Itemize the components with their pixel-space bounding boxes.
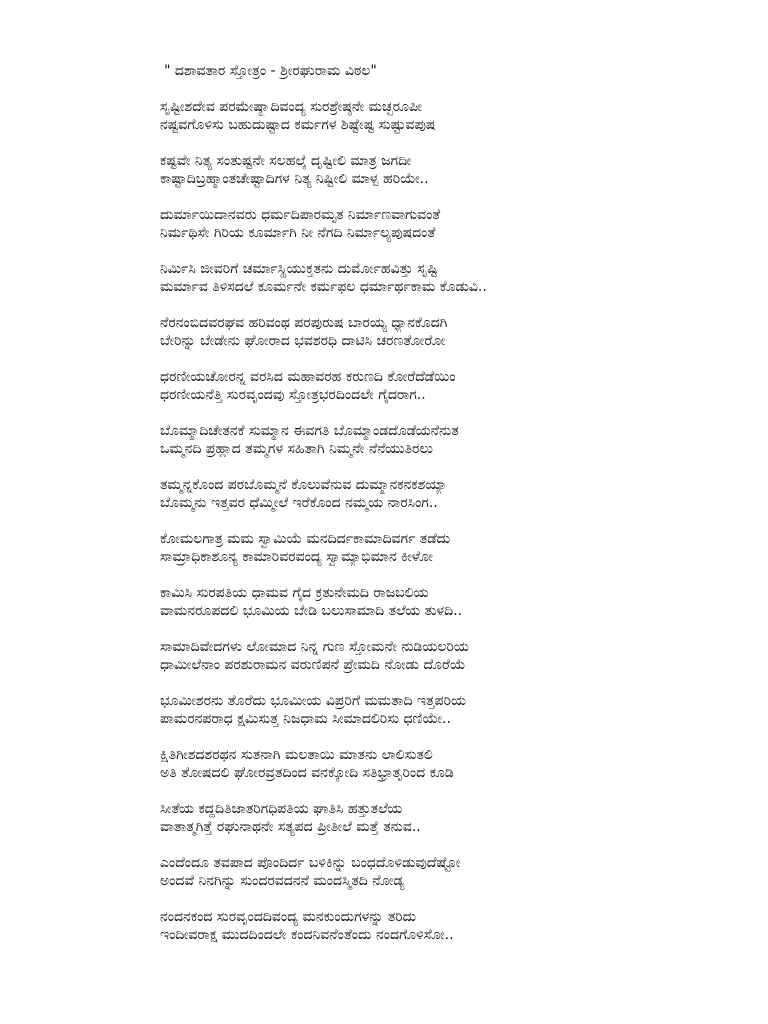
stanza: [160, 908, 600, 944]
stotra-text: [160, 62, 600, 962]
stanza: [160, 314, 600, 350]
stanza-line: ಕೋಮಲಗಾತ್ರ ಮಮ ಸ್ವಾಮಿಯೆ ಮನದಿರ್ದಕಾಮಾದಿವರ್ಗ ತಡೆದು: [160, 531, 451, 547]
stanza: [160, 152, 600, 188]
stanza: [160, 206, 600, 242]
stanza-line: ಒಮ್ಮನದಿ ಪ್ರಹ್ಲಾದ ತಮ್ಮಗಳ ಸಹಿತಾಗಿ ನಿಮ್ಮನೇ ನೆನೆಯುತಿರಲು: [160, 441, 433, 457]
stanza-line: ಬೊಮ್ಮನು ಇತ್ತವರ ಧೆಮ್ಮೀಲೆ ಇರೆಕೊಂದ ನಮ್ಮಯ ನಾರಸಿಂಗ..: [160, 495, 438, 511]
stanza-line: ವಾತಾತ್ಮಗಿತ್ತೆ ರಘುನಾಥನೇ ಸತ್ಯಪದ ಪ್ರೀತೀಲೆ ಮತ್ತೆ ತನುವ..: [160, 819, 421, 835]
stanza: [160, 692, 600, 728]
stanza: [160, 98, 600, 134]
stanza: [160, 746, 600, 782]
stanza-line: ಬೇರಿನ್ನು ಬೇಡೇನು ಘೋರಾದ ಭವಶರಧಿ ದಾಟಿಸಿ ಚರಣತೋರೋ: [160, 333, 446, 349]
stanza-line: ಪಾಮರನಪರಾಧ ಕ್ಷಮಿಸುತ್ತ ನಿಜಧಾಮ ಸೀಮಾದಲಿರಿಸು ಧಣಿಯೇ..: [160, 711, 451, 727]
stanza-line: ಸಾಮಾದಿವೇದಗಳು ಲೋಮಾದ ನಿನ್ನ ಗುಣ ಸ್ತೋಮನೇ ನುಡಿಯಲರಿಯ: [160, 639, 469, 655]
stanza-line: ಕಾಮಿಸಿ ಸುರಪತಿಯ ಧಾಮವ ಗೈದ ಕ್ರತುನೇಮದಿ ರಾಜಬಲಿಯ: [160, 585, 429, 601]
stanza: [160, 854, 600, 890]
stanza-line: ಇಂದೀವರಾಕ್ಷ ಮುದದಿಂದಲೇ ಕಂದನಿವನೆಂತೆಂದು ನಂದಗೊಳಿಸೋ..: [160, 927, 454, 943]
stanza-line: ಕಷ್ಟವೇ ನಿತ್ಯ ಸಂತುಷ್ಟನೇ ಸಲಹಲ್ಕೆ ದೃಷ್ಟೀಲಿ ಮಾತ್ರ ಜಗದೀ: [160, 153, 412, 169]
stanza: [160, 476, 600, 512]
stanza: [160, 530, 600, 566]
stanza-line: ನೆರನಂಬಿದವರಘವ ಹರಿವಂಥ ಪರಪುರುಷ ಬಾರಯ್ಯ ಧ್ಯಾನಕೊದಗಿ: [160, 315, 448, 331]
stanza-line: ನಿರ್ಮಥಿಸೇ ಗಿರಿಯ ಕೂರ್ಮಾಗಿ ನೀ ನೆಗದಿ ನಿರ್ಮಾಲ್ಯಪುಷದಂತೆ: [160, 225, 436, 241]
stanza: [160, 638, 600, 674]
stanza-line: ಧರಣೀಯಚೋರನ್ನ ವರಸಿದ ಮಹಾವರಹ ಕರುಣದಿ ಕೋರೆದೆಡೆಯಿಂ: [160, 369, 456, 385]
stanza-line: ಕಾಷ್ಟಾದಿಬ್ರಹ್ಮಾಂತಚೇಷ್ಟಾದಿಗಳ ನಿತ್ಯ ನಿಷ್ಟೀಲಿ ಮಾಳ್ಪ ಹರಿಯೇ..: [160, 171, 429, 187]
stanza-line: ನಿರ್ಮಿಸಿ ಜೀವರಿಗೆ ಚರ್ಮಾಸ್ಥಿಯುಕ್ತತನು ದುರ್ಮೋಹವಿತ್ತು ಸೃಷ್ಟಿ: [160, 261, 438, 277]
stanza-line: ಕ್ಷಿತಿಗೀಶದಶರಥನ ಸುತನಾಗಿ ಮಲತಾಯಿ ಮಾತನು ಲಾಲಿಸುತಲಿ: [160, 747, 433, 763]
stanza-line: ಎಂದೆಂದೂ ತವಪಾದ ಪೊಂದಿರ್ದ ಬಳಿಕಿನ್ನು ಬಂಧದೊಳಿಡುವುದೆಷ್ಟೋ: [160, 855, 461, 871]
stanza-line: ಬೊಮ್ಮಾದಿಚೇತನಕೆ ಸುಮ್ಮಾನ ಈವಗತಿ ಬೊಮ್ಮಾಂಡದೊಡೆಯನೆನುತ: [160, 423, 459, 439]
stanza-line: ಧಾಮೀಲೆನಾಂ ಪರಶುರಾಮನ ವರುಣಿಪನೆ ಪ್ರೇಮದಿ ನೋಡು ದೊರೆಯೆ: [160, 657, 466, 673]
stanza-line: ದುರ್ಮಾಯಿದಾನವರು ಧರ್ಮದಿಪಾರಮೃತ ನಿರ್ಮಾಣವಾಗುವಂತೆ: [160, 207, 441, 223]
stanza-line: ವಾಮನರೂಪದಲಿ ಭೂಮಿಯ ಬೇಡಿ ಬಲುಸಾಮಾದಿ ತಲೆಯ ತುಳದಿ..: [160, 603, 463, 619]
stanza-line: ತಮ್ಮನ್ನಕೊಂದ ಪರಬೊಮ್ಮನೆ ಕೊಲುವೆನುವ ದುಮ್ಮಾನಕನಕಶಯ್ಯಾ: [160, 477, 448, 493]
stanza-line: ಅತಿ ತೋಷದಲಿ ಘೋರವ್ರತದಿಂದ ವನಕ್ಕೋದಿ ಸತಿಭ್ರಾತೃರಿಂದ ಕೂಡಿ: [160, 765, 454, 781]
stanza: [160, 368, 600, 404]
stanza-line: ಅಂದವೆ ನಿನಗಿನ್ನು ಸುಂದರವದನನೆ ಮಂದಸ್ಮಿತದಿ ನೋಡ್ಯ: [160, 873, 405, 889]
stanza: [160, 800, 600, 836]
stanza: [160, 260, 600, 296]
stanza-line: ಮರ್ಮಾವ ತಿಳಿಸದಲೆ ಕೂರ್ಮನೇ ಕರ್ಮಫಲ ಧರ್ಮಾರ್ಥಕಾಮ ಕೊಡುವಿ..: [160, 279, 487, 295]
stanza-line: ಸಾಮ್ರಾಧಿಕಾಶೂನ್ಯ ಕಾಮಾರಿವರವಂದ್ಯ ಸ್ವಾಮ್ಯಾಭಿಮಾನ ಕೀಳೋ: [160, 549, 433, 565]
stanza-line: ಸೀತೆಯ ಕದ್ದದಿತಿಜಾತರಿಗಧಿಪತಿಯ ಘಾತಿಸಿ ಹತ್ತುತಲೆಯ: [160, 801, 403, 817]
stanza: [160, 422, 600, 458]
page-title: " ದಶಾವತಾರ ಸ್ತೋತ್ರಂ - ಶ್ರೀರಘುರಾಮ ವಿಠಲ": [164, 63, 377, 79]
stanza-line: ಸೃಷ್ಟೀಶದೇವ ಪರಮೇಷ್ಠ್ಯಾದಿವಂದ್ಯ ಸುರಶ್ರೇಷ್ಠನೇ ಮಚ್ಛರೂಪೀ: [160, 99, 422, 115]
stanza-line: ನಂದನಕಂದ ಸುರವೃಂದದಿವಂದ್ಯ ಮನಕುಂದುಗಳನ್ನು ತರಿದು: [160, 909, 417, 925]
stanza-line: ಭೂಮೀಶರನು ತೊರೆದು ಭೂಮೀಯ ವಿಪ್ರರಿಗೆ ಮಮತಾದಿ ಇತ್ತಪರಿಯ: [160, 693, 467, 709]
stanza: [160, 584, 600, 620]
stanza-line: ಧರಣೀಯನೆತ್ತಿ ಸುರವೃಂದವು ಸ್ತೋತ್ರಭರದಿಂದಲೇ ಗೈದರಾಗ..: [160, 387, 426, 403]
stanza-line: ನಷ್ಟವಗೊಳಿಸು ಬಹುದುಷ್ಟಾದ ಕರ್ಮಗಳ ಶಿಷ್ಟೇಷ್ಟ ಸುಷ್ಟುವಪುಷ: [160, 117, 436, 133]
